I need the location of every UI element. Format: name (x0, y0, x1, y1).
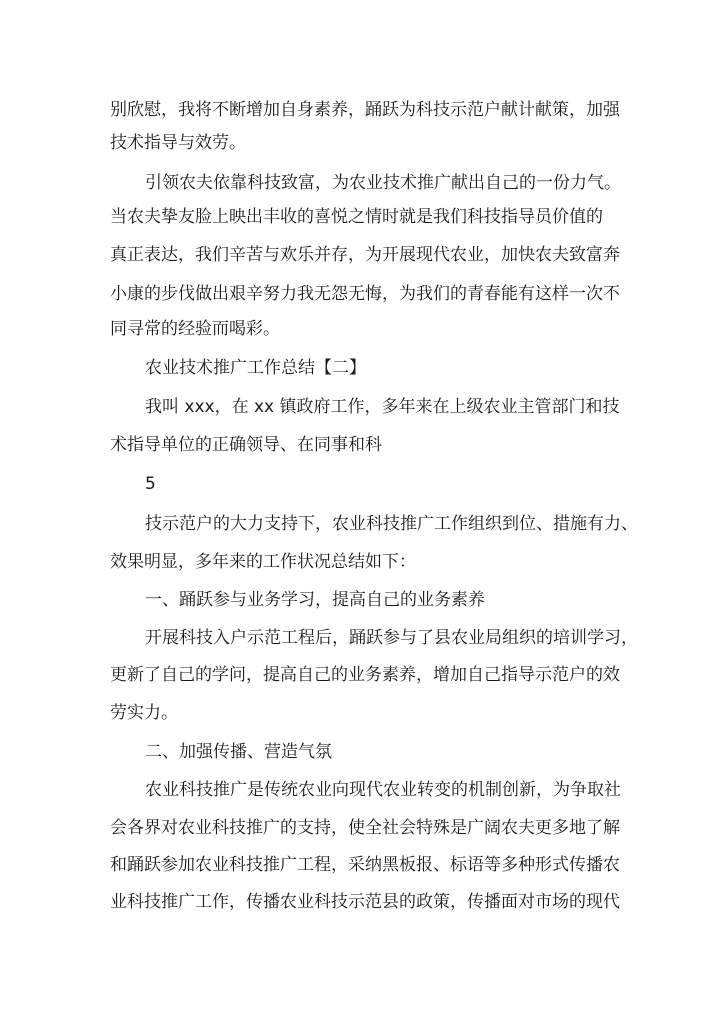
paragraph-line: 我叫 xxx，在 xx 镇政府工作，多年来在上级农业主管部门和技 (145, 397, 620, 417)
paragraph-line: 技示范户的大力支持下，农业科技推广工作组织到位、措施有力、 (145, 514, 638, 534)
paragraph-line: 效果明显，多年来的工作状况总结如下： (110, 552, 416, 572)
paragraph-line: 开展科技入户示范工程后，踊跃参与了县农业局组织的培训学习， (145, 628, 638, 648)
subsection-heading: 二、加强传播、营造气氛 (145, 742, 332, 762)
paragraph-line: 术指导单位的正确领导、在同事和科 (110, 435, 382, 455)
paragraph-line: 劳实力。 (110, 703, 178, 723)
section-heading: 农业技术推广工作总结【二】 (145, 358, 366, 378)
paragraph-line: 同寻常的经验而喝彩。 (110, 319, 280, 339)
paragraph-line: 当农夫挚友脸上映出丰收的喜悦之情时就是我们科技指导员价值的 (110, 207, 603, 227)
paragraph-line: 会各界对农业科技推广的支持，使全社会特殊是广阔农夫更多地了解 (110, 818, 620, 838)
subsection-heading: 一、踊跃参与业务学习，提高自己的业务素养 (145, 590, 485, 610)
paragraph-line: 技术指导与效劳。 (110, 133, 246, 153)
paragraph-line: 别欣慰，我将不断增加自身素养，踊跃为科技示范户献计献策，加强 (110, 100, 620, 120)
paragraph-line: 业科技推广工作，传播农业科技示范县的政策，传播面对市场的现代 (110, 892, 620, 912)
paragraph-line: 农业科技推广是传统农业向现代农业转变的机制创新，为争取社 (145, 780, 621, 800)
paragraph-line: 和踊跃参加农业科技推广工程，采纳黑板报、标语等多种形式传播农 (110, 855, 620, 875)
paragraph-line: 真正表达，我们辛苦与欢乐并存，为开展现代农业，加快农夫致富奔 (110, 245, 620, 265)
paragraph-line: 小康的步伐做出艰辛努力我无怨无悔，为我们的青春能有这样一次不 (110, 284, 620, 304)
page-number: 5 (145, 474, 156, 494)
paragraph-line: 引领农夫依靠科技致富，为农业技术推广献出自己的一份力气。 (145, 173, 621, 193)
paragraph-line: 更新了自己的学问，提高自己的业务素养，增加自己指导示范户的效 (110, 665, 620, 685)
